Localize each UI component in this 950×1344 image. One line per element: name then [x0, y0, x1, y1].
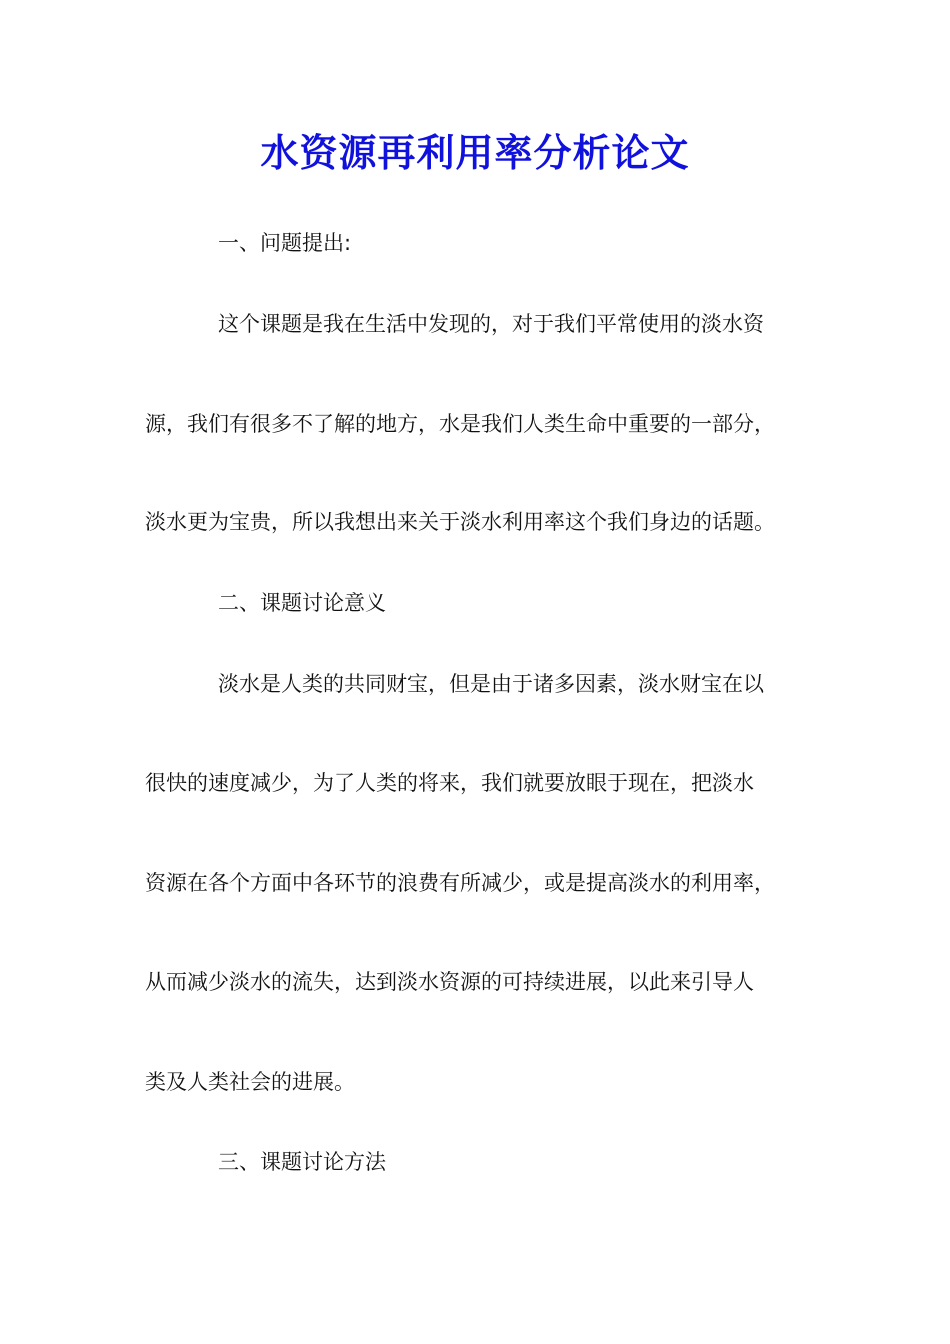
paragraph-line: 淡水是人类的共同财宝，但是由于诸多因素，淡水财宝在以	[218, 672, 764, 696]
paragraph-line: 这个课题是我在生活中发现的，对于我们平常使用的淡水资	[218, 312, 764, 336]
paragraph-line: 从而减少淡水的流失，达到淡水资源的可持续进展，以此来引导人	[145, 970, 754, 994]
paragraph-line: 类及人类社会的进展。	[145, 1070, 355, 1094]
paragraph-line: 淡水更为宝贵，所以我想出来关于淡水利用率这个我们身边的话题。	[145, 510, 775, 534]
paragraph-line: 资源在各个方面中各环节的浪费有所减少，或是提高淡水的利用率，	[145, 871, 775, 895]
section-heading-2: 二、课题讨论意义	[218, 591, 386, 615]
section-heading-3: 三、课题讨论方法	[218, 1150, 386, 1174]
document-title: 水资源再利用率分析论文	[260, 130, 690, 175]
section-heading-1: 一、问题提出:	[218, 231, 352, 255]
paragraph-line: 很快的速度减少，为了人类的将来，我们就要放眼于现在，把淡水	[145, 771, 754, 795]
paragraph-line: 源，我们有很多不了解的地方，水是我们人类生命中重要的一部分，	[145, 412, 775, 436]
